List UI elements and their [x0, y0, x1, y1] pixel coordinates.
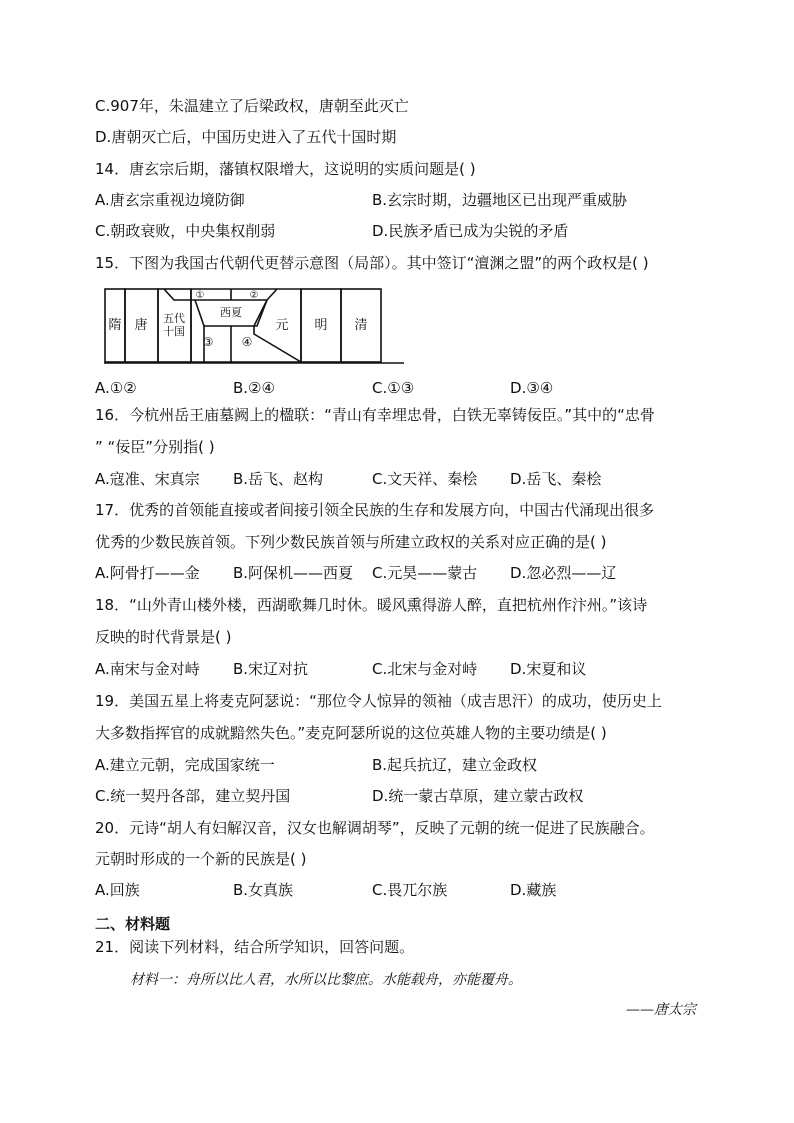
q14-option-c: C.朝政衰败，中央集权削弱 [95, 222, 276, 240]
q15-option-c: C.①③ [372, 379, 415, 397]
q16-option-b: B.岳飞、赵构 [233, 470, 324, 488]
q13-option-c: C.907年，朱温建立了后梁政权，唐朝至此灭亡 [95, 97, 409, 115]
q19-option-b: B.起兵抗辽，建立金政权 [372, 756, 538, 774]
q18-option-a: A.南宋与金对峙 [95, 660, 200, 678]
q15-option-a: A.①② [95, 379, 137, 397]
question-16-line1: 16．今杭州岳王庙墓阙上的楹联：“青山有幸埋忠骨，白铁无辜铸佞臣。”其中的“忠骨 [95, 406, 655, 424]
q14-option-b: B.玄宗时期，边疆地区已出现严重威胁 [372, 191, 628, 209]
label-sui: 隋 [108, 318, 122, 333]
q17-option-a: A.阿骨打——金 [95, 564, 200, 582]
q20-option-b: B.女真族 [233, 881, 294, 899]
label-tang: 唐 [134, 318, 148, 333]
label-marker-1: ① [195, 290, 205, 301]
question-19-line1: 19．美国五星上将麦克阿瑟说：“那位令人惊异的领袖（成吉思汗）的成功，使历史上 [95, 692, 662, 710]
question-18-line1: 18．“山外青山楼外楼，西湖歌舞几时休。暖风熏得游人醉，直把杭州作汴州。”该诗 [95, 596, 648, 614]
q17-option-c: C.元昊——蒙古 [372, 564, 478, 582]
label-yuan: 元 [275, 318, 289, 333]
q16-option-d: D.岳飞、秦桧 [510, 470, 602, 488]
label-shiguo: 十国 [163, 325, 185, 338]
q14-option-a: A.唐玄宗重视边境防御 [95, 191, 245, 209]
q20-option-c: C.畏兀尔族 [372, 881, 448, 899]
question-20-line2: 元朝时形成的一个新的民族是( ) [95, 850, 307, 868]
q20-option-a: A.回族 [95, 881, 140, 899]
q18-option-b: B.宋辽对抗 [233, 660, 309, 678]
section-heading-materials: 二、材料题 [95, 915, 171, 933]
question-18-line2: 反映的时代背景是( ) [95, 628, 232, 646]
q14-option-d: D.民族矛盾已成为尖锐的矛盾 [372, 222, 569, 240]
q20-option-d: D.藏族 [510, 881, 557, 899]
question-15: 15．下图为我国古代朝代更替示意图（局部）。其中签订“澶渊之盟”的两个政权是( ) [95, 254, 649, 272]
q13-option-d: D.唐朝灭亡后，中国历史进入了五代十国时期 [95, 128, 397, 146]
q19-option-d: D.统一蒙古草原，建立蒙古政权 [372, 787, 584, 805]
material-one: 材料一：舟所以比人君，水所以比黎庶。水能载舟，亦能覆舟。 [130, 972, 522, 988]
question-21: 21．阅读下列材料，结合所学知识，回答问题。 [95, 938, 415, 956]
q17-option-d: D.忽必烈——辽 [510, 564, 617, 582]
label-marker-3: ③ [202, 335, 214, 349]
question-14: 14．唐玄宗后期，藩镇权限增大，这说明的实质问题是( ) [95, 160, 476, 178]
material-one-source: ——唐太宗 [626, 1002, 696, 1018]
q19-option-c: C.统一契丹各部，建立契丹国 [95, 787, 291, 805]
q18-option-d: D.宋夏和议 [510, 660, 587, 678]
dynasty-succession-diagram [104, 284, 404, 370]
q19-option-a: A.建立元朝，完成国家统一 [95, 756, 275, 774]
q15-option-b: B.②④ [233, 379, 275, 397]
label-marker-4: ④ [241, 335, 253, 349]
question-16-line2: ” “佞臣”分别指( ) [95, 438, 215, 456]
q18-option-c: C.北宋与金对峙 [372, 660, 478, 678]
q16-option-a: A.寇准、宋真宗 [95, 470, 200, 488]
question-17-line2: 优秀的少数民族首领。下列少数民族首领与所建立政权的关系对应正确的是( ) [95, 533, 607, 551]
q17-option-b: B.阿保机——西夏 [233, 564, 354, 582]
question-20-line1: 20．元诗“胡人有妇解汉音，汉女也解调胡琴”，反映了元朝的统一促进了民族融合。 [95, 819, 655, 837]
label-wudai: 五代 [163, 312, 185, 325]
label-xixia: 西夏 [220, 306, 242, 319]
q16-option-c: C.文天祥、秦桧 [372, 470, 478, 488]
q15-option-d: D.③④ [510, 379, 554, 397]
label-ming: 明 [314, 318, 328, 333]
question-19-line2: 大多数指挥官的成就黯然失色。”麦克阿瑟所说的这位英雄人物的主要功绩是( ) [95, 724, 607, 742]
question-17-line1: 17．优秀的首领能直接或者间接引领全民族的生存和发展方向，中国古代涌现出很多 [95, 501, 655, 519]
label-marker-2: ② [249, 290, 259, 301]
label-qing: 清 [354, 318, 368, 333]
